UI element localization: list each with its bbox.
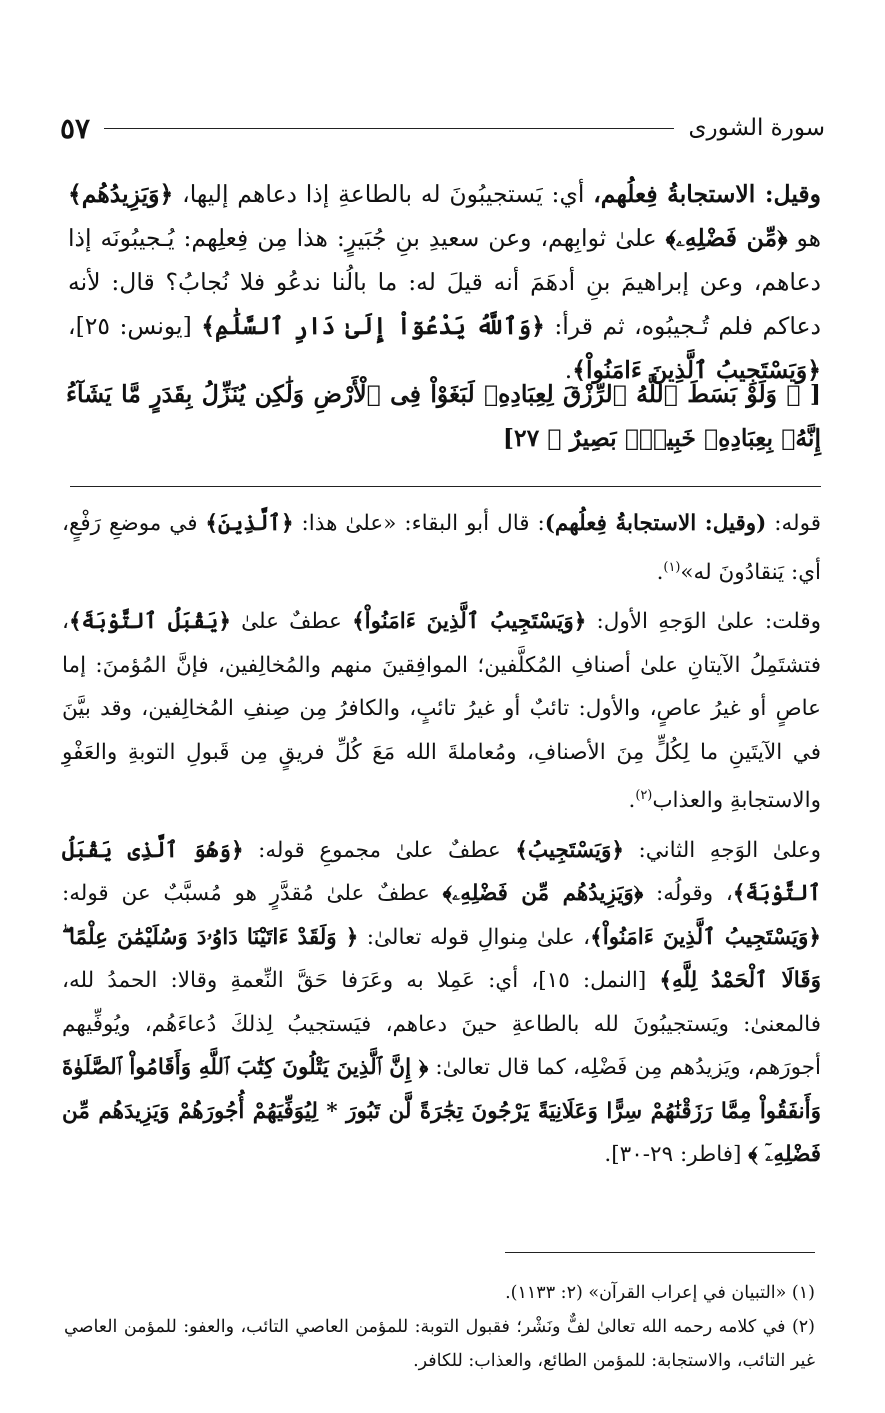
footnote-ref[interactable]: (١) [663, 559, 681, 575]
quran-quote: ﴿وَيَزِيدُهُم﴾ [68, 180, 174, 208]
text-run: في موضعِ رَفْعٍ، أي: يَنقادُونَ له» [62, 511, 821, 585]
text-run: عطفٌ علىٰ مجموعِ قوله: [243, 837, 516, 863]
text-run: عطفٌ علىٰ [230, 609, 353, 635]
text-run: هو [787, 224, 821, 252]
text-run: . [656, 559, 664, 585]
quran-quote: ﴿وَيَسْتَجِيبُ ٱلَّذِينَ ءَامَنُواْ﴾ [590, 924, 821, 950]
page-number: ٥٧ [60, 111, 91, 145]
bold-lemma: (وقيل: الاستجابةُ فِعلُهم) [544, 511, 767, 536]
text-run: وقلت: علىٰ الوَجهِ الأول: [586, 609, 821, 635]
text-run: وعلىٰ الوَجهِ الثاني: [623, 837, 821, 863]
header-rule [104, 128, 674, 129]
commentary-paragraph [62, 829, 821, 1177]
quran-quote: ﴿وَيَسْتَجِيبُ ٱلَّذِينَ ءَامَنُواْ﴾ [352, 609, 587, 635]
text-run: [فاطر: ٢٩-٣٠]. [604, 1142, 749, 1168]
quran-quote: ﴿يَقْبَلُ ٱلتَّوْبَةَ﴾ [68, 609, 231, 635]
tafsir-section [68, 172, 821, 392]
text-run: [النمل: ١٥]، أي: عَمِلا به وعَرَفا حَقَّ النِّعمةِ وقالا: الحمدُ لله، فالمعنىٰ: ويَستجيبُونَ لله بالطاعةِ حينَ دعاهم، فيَستجيبُ لِذلكَ دُعاءَهُم، ويُوفِّيهم أجورَهم، ويَزيدُهم مِن فَضْلِه، كما قال تعالىٰ: [62, 968, 821, 1081]
text-run: ، علىٰ مِنوالِ قوله تعالىٰ: [358, 924, 591, 950]
quran-quote: ﴿ إِنَّ ٱلَّذِينَ يَتْلُونَ كِتَٰبَ ٱللَّهِ وَأَقَامُواْ ٱلصَّلَوٰةَ وَأَنفَقُواْ مِمَّا رَزَقْنَٰهُمْ سِرًّا وَعَلَانِيَةً يَرْجُونَ تِجَٰرَةً لَّن تَبُورَ * لِيُوَفِّيَهُمْ أُجُورَهُمْ وَيَزِيدَهُم مِّن فَضْلِهِۦٓ ﴾ [62, 1055, 821, 1168]
tafsir-paragraph [68, 172, 821, 392]
commentary-section [62, 502, 821, 1183]
text-run: [يونس: ٢٥]، [68, 312, 202, 340]
text-run: . [564, 356, 573, 384]
text-run: قوله: [766, 511, 821, 536]
commentary-divider [70, 486, 821, 487]
quran-quote: ﴿وَيَزِيدُهُم مِّن فَضْلِهِۦ﴾ [442, 881, 644, 907]
bold-lemma: وقيل: الاستجابةُ فِعلُهم، [593, 180, 821, 208]
quran-verse-27: [ ﴿ وَلَوْ بَسَطَ ٱللَّهُ ٱلرِّزْقَ لِعِبَادِهِۦ لَبَغَوْاْ فِى ٱلْأَرْضِ وَلَٰكِن يُنَزِّلُ بِقَدَرٍ مَّا يَشَآءُ إِنَّهُۥ بِعِبَادِهِۦ خَبِيرٌۢ بَصِيرٌ ﴾ ٢٧] [66, 380, 821, 452]
footnotes [64, 1276, 815, 1378]
commentary-paragraph [62, 502, 821, 594]
footnote-rule [505, 1252, 815, 1253]
quran-quote: ﴿وَيَسْتَجِيبُ﴾ [515, 837, 624, 863]
quran-quote: ﴿ٱلَّذِينَ﴾ [205, 511, 294, 536]
quran-quote: ﴿وَٱللَّهُ يَدْعُوٓاْ إِلَىٰ دَارِ ٱلسَّلَٰمِ﴾ [201, 312, 545, 340]
quran-quote: ﴿وَيَسْتَجِيبُ ٱلَّذِينَ ءَامَنُواْ﴾ [572, 356, 821, 384]
text-run: ، فتشتَمِلُ الآيتانِ علىٰ أصنافِ المُكلَّفين؛ الموافِقينَ منهم والمُخالِفين، فإنَّ المُؤمنَ: إما عاصٍ أو غيرُ عاصٍ، والأول: تائبٌ أو غيرُ تائبٍ، والكافرُ مِن صِنفِ المُخالِفين، وقد بيَّنَ في الآيتَينِ ما لِكُلٍّ مِنَ الأصنافِ، ومُعاملةَ الله مَعَ كُلِّ فريقٍ مِن قَبولِ التوبةِ والعَفْوِ والاستجابةِ والعذاب [62, 609, 821, 814]
footnote-1: (١) «التبيان في إعراب القرآن» (٢: ١١٣٣). [505, 1283, 815, 1303]
text-run: . [628, 788, 636, 814]
surah-title: سورة الشورى [688, 115, 825, 141]
text-run: علىٰ ثوابِهم، وعن سعيدِ بنِ جُبَيرٍ: هذا مِن فِعلِهم: يُـجيبُونَه إذا دعاهم، وعن إبراهيمَ بنِ أدهَمَ أنه قيلَ له: ما بالُنا ندعُو فلا نُجابُ؟ قال: لأنه دعاكم فلم تُـجيبُوه، ثم قرأ: [68, 224, 822, 340]
text-run: عطفٌ علىٰ مُقدَّرٍ هو مُسبَّبٌ عن قوله: [62, 881, 443, 907]
quran-quote: ﴿مِّن فَضْلِهِۦ﴾ [665, 224, 788, 252]
quran-quote: ﴿ وَلَقَدْ ءَاتَيْنَا دَاوُۥدَ وَسُلَيْمَٰنَ عِلْمًا ۖ وَقَالَا ٱلْحَمْدُ لِلَّهِ﴾ [62, 924, 821, 994]
footnote-ref[interactable]: (٢) [635, 788, 653, 804]
verse-section [66, 372, 821, 460]
page-header [60, 108, 825, 148]
text-run: ، وقولُه: [643, 881, 733, 907]
commentary-paragraph [62, 600, 821, 823]
quran-quote: ﴿وَهُوَ ٱلَّذِى يَقْبَلُ ٱلتَّوْبَةَ﴾ [62, 837, 821, 907]
footnote-2: (٢) في كلامه رحمه الله تعالىٰ لفٌّ ونَشْر؛ فقبول التوبة: للمؤمن العاصي التائب، والعفو: للمؤمن العاصي غير التائب، والاستجابة: للمؤمن الطائع، والعذاب: للكافر. [64, 1317, 815, 1371]
text-run: : قال أبو البقاء: «علىٰ هذا: [293, 511, 545, 536]
text-run: أي: يَستجيبُونَ له بالطاعةِ إذا دعاهم إليها، [173, 180, 594, 208]
